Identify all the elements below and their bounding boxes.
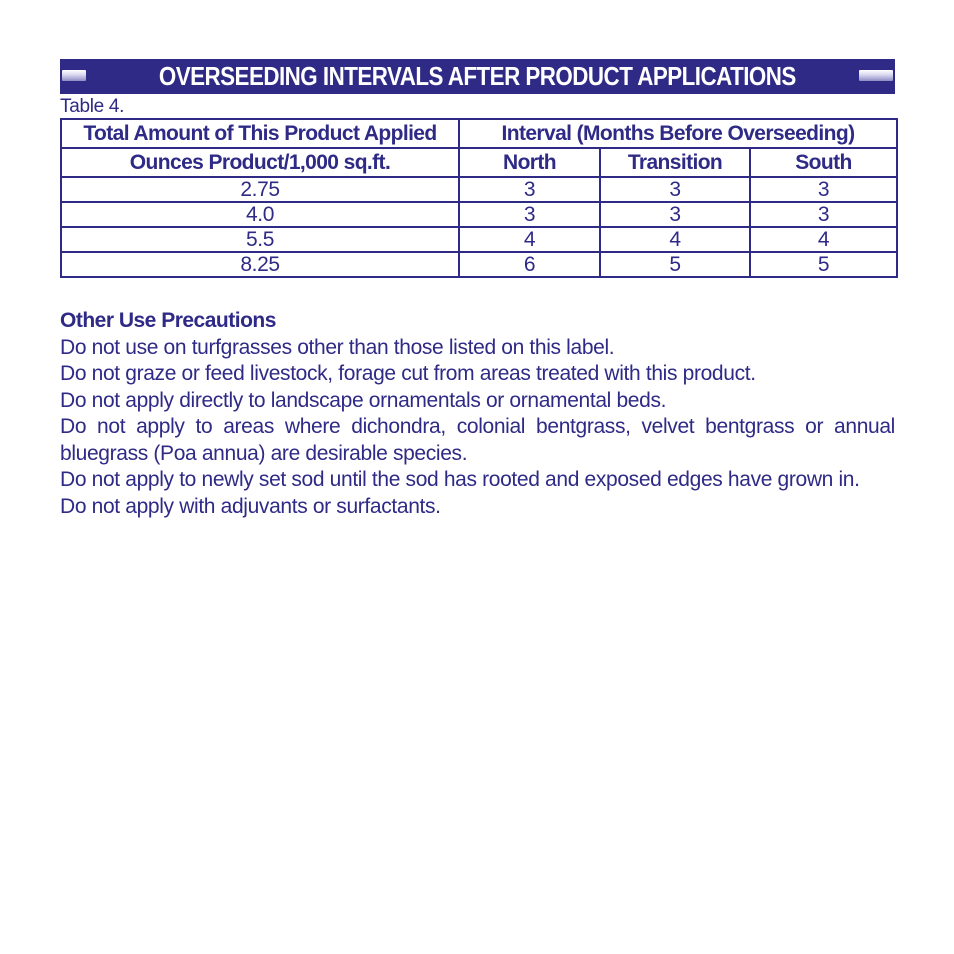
cell-south: 3 [750,177,897,202]
precaution-item: Do not graze or feed livestock, forage cut from areas treated with this product. [60,362,756,385]
precaution-item: Do not apply directly to landscape ornamentals or ornamental beds. [60,388,667,412]
cell-transition: 3 [600,202,750,227]
table-row [61,252,897,277]
banner-bar-right-decoration [859,70,893,81]
header-interval: Interval (Months Before Overseeding) [459,119,897,148]
cell-south: 3 [750,202,897,227]
header-ounces-product: Ounces Product/1,000 sq.ft. [61,148,459,177]
cell-south: 4 [750,227,897,252]
table-caption: Table 4. [60,96,125,117]
cell-north: 3 [459,177,600,202]
table-row [61,202,897,227]
cell-amount: 5.5 [61,227,459,252]
overseeding-interval-table [60,118,898,278]
table-header-row-2 [61,148,897,177]
precaution-item: Do not apply to newly set sod until the sod has rooted and exposed edges have grown in. [60,468,860,491]
cell-north: 6 [459,252,600,277]
header-transition: Transition [600,148,750,177]
cell-transition: 5 [600,252,750,277]
header-south: South [750,148,897,177]
cell-transition: 3 [600,177,750,202]
precaution-item: Do not use on turfgrasses other than those listed on this label. [60,335,615,359]
cell-south: 5 [750,252,897,277]
other-use-precautions-section [60,308,895,520]
cell-north: 4 [459,227,600,252]
cell-transition: 4 [600,227,750,252]
precaution-item: Do not apply with adjuvants or surfactants. [60,494,441,518]
header-north: North [459,148,600,177]
precaution-item: Do not apply to areas where dichondra, colonial bentgrass, velvet bentgrass or annual bluegrass (Poa annua) are desirable species. [60,415,895,465]
table-header-row-1 [61,119,897,148]
table-row [61,177,897,202]
document-page [60,59,895,520]
cell-north: 3 [459,202,600,227]
table-row [61,227,897,252]
banner-bar-left-decoration [62,70,86,81]
section-banner [60,59,895,94]
cell-amount: 8.25 [61,252,459,277]
banner-title: OVERSEEDING INTERVALS AFTER PRODUCT APPLICATIONS [159,61,796,91]
section-heading: Other Use Precautions [60,309,276,332]
header-total-amount: Total Amount of This Product Applied [61,119,459,148]
cell-amount: 4.0 [61,202,459,227]
cell-amount: 2.75 [61,177,459,202]
